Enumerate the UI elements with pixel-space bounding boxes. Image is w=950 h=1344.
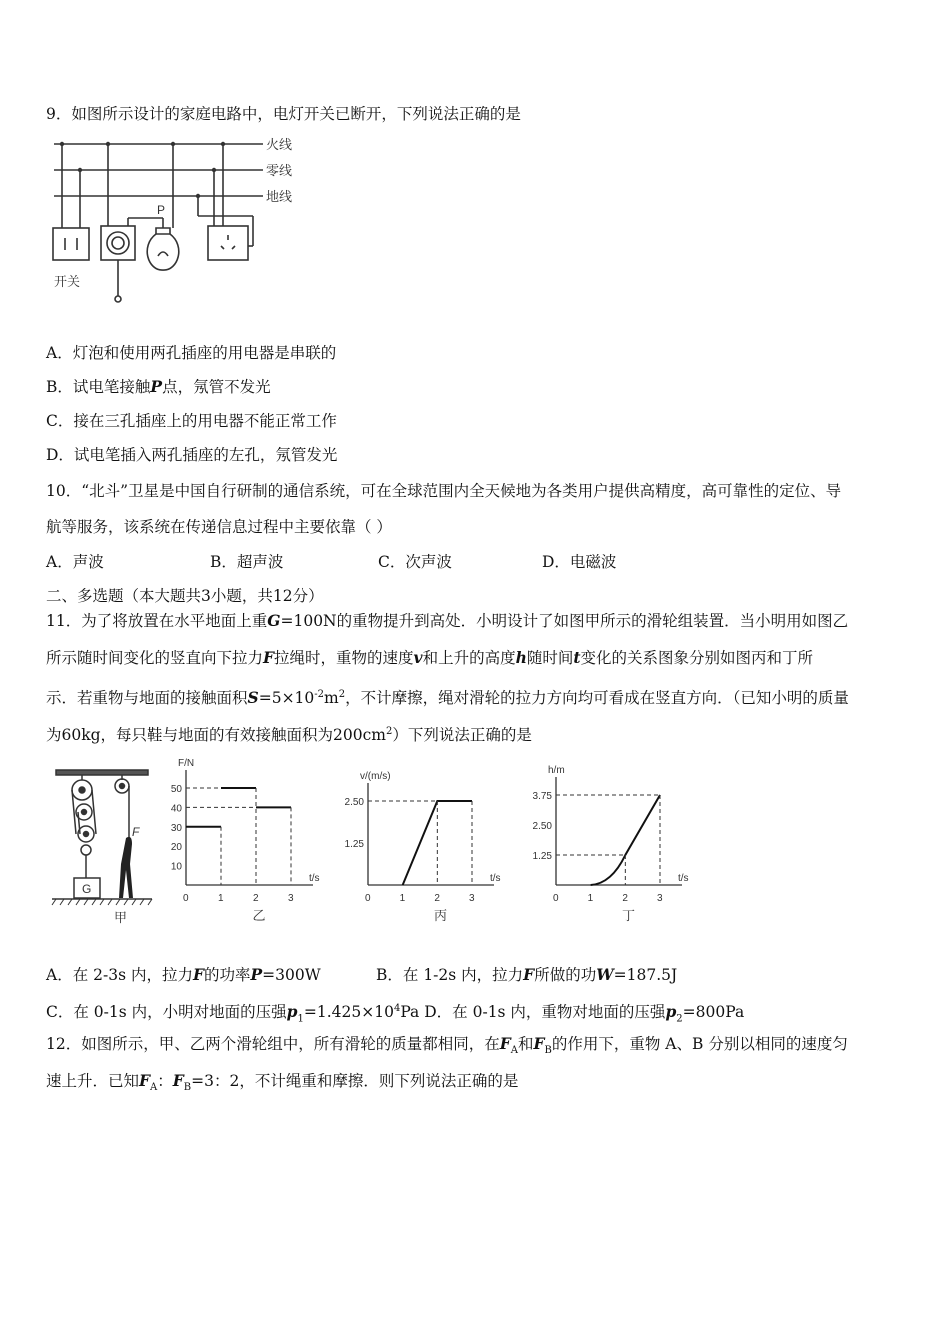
force-f-label: F xyxy=(132,825,140,839)
neutral-wire-label: 零线 xyxy=(266,163,293,178)
weight-g-label: G xyxy=(82,882,92,896)
q10-option-a: A．声波 xyxy=(46,553,104,571)
section-heading: 二、多选题（本大题共3小题，共12分） xyxy=(46,587,324,605)
q9-option-c: C．接在三孔插座上的用电器不能正常工作 xyxy=(46,412,337,430)
q12-stem-line2: 速上升．已知$F_A$：$F_B=3$：2，不计绳重和摩擦．则下列说法正确的是 xyxy=(46,1071,519,1094)
chart-2-ylabel: v/(m/s) xyxy=(360,771,391,782)
chart-2-x-tick: 0 xyxy=(365,893,371,904)
pulley-figure-jia xyxy=(52,768,162,928)
chart-2-xlabel: t/s xyxy=(490,873,501,884)
chart-1-y-tick: 50 xyxy=(170,784,182,795)
chart-1-x-tick: 0 xyxy=(183,893,189,904)
chart-3-y-tick: 2.50 xyxy=(532,821,552,832)
chart-1-y-tick: 20 xyxy=(170,842,182,854)
q9-stem: 9．如图所示设计的家庭电路中，电灯开关已断开，下列说法正确的是 xyxy=(46,105,521,123)
live-wire-label: 火线 xyxy=(266,137,293,152)
chart-3-xlabel: t/s xyxy=(678,873,689,884)
chart-1-y-tick: 10 xyxy=(170,861,182,873)
q9-option-b: B．试电笔接触P点，氖管不发光 xyxy=(46,377,271,396)
q10-option-d: D．电磁波 xyxy=(542,553,617,571)
chart-2-x-tick: 2 xyxy=(434,893,440,904)
chart-2-y-tick: 1.25 xyxy=(344,839,364,850)
chart-3-x-tick: 0 xyxy=(553,893,559,904)
chart-3-y-tick: 1.25 xyxy=(532,851,552,862)
q9-circuit-figure xyxy=(48,136,318,306)
chart-1-y-tick: 40 xyxy=(170,803,182,815)
chart-2-title: 丙 xyxy=(434,908,448,923)
q9-option-a: A．灯泡和使用两孔插座的用电器是串联的 xyxy=(46,344,337,362)
chart-1-y-tick: 30 xyxy=(170,822,182,834)
chart-1-x-tick: 1 xyxy=(218,893,224,904)
ground-wire-label: 地线 xyxy=(266,189,293,204)
q11-stem-line4: 为60kg，每只鞋与地面的有效接触面积为$200cm^2$）下列说法正确的是 xyxy=(46,726,532,745)
point-p-label: P xyxy=(157,203,166,217)
chart-3-x-tick: 1 xyxy=(587,893,594,904)
q11-option-c-d: C．在 0-1s 内，小明对地面的压强$p_1=1.425\times 10^4Pa$ D．在 0-1s 内，重物对地面的压强$p_2=800Pa$ xyxy=(46,1002,745,1025)
chart-1-title: 乙 xyxy=(252,908,266,923)
q11-stem-line2: 所示随时间变化的竖直向下拉力F拉绳时，重物的速度v和上升的高度h随时间t变化的关系图象分别如图丙和丁所 xyxy=(46,648,814,667)
q10-option-c: C．次声波 xyxy=(378,553,452,571)
chart-3-title: 丁 xyxy=(622,908,636,923)
chart-3-ylabel: h/m xyxy=(548,765,565,776)
chart-2-x-tick: 1 xyxy=(399,893,406,904)
chart-2-x-tick: 3 xyxy=(469,893,475,904)
chart-1-x-tick: 3 xyxy=(288,893,294,904)
switch-label: 开关 xyxy=(54,274,81,289)
chart-3-y-tick: 3.75 xyxy=(532,791,552,802)
q11-stem-line1: 11．为了将放置在水平地面上重G=100N的重物提升到高处．小明设计了如图甲所示的滑轮组装置．当小明用如图乙 xyxy=(46,611,849,630)
chart-3-x-tick: 3 xyxy=(657,893,663,904)
q11-option-b: B．在 1-2s 内，拉力F所做的功W=187.5J xyxy=(376,965,678,984)
q12-stem-line1: 12．如图所示，甲、乙两个滑轮组中，所有滑轮的质量都相同，在$F_A$和$F_B$的作用下，重物 A、B 分别以相同的速度匀 xyxy=(46,1034,848,1057)
q10-stem-line1: 10．“北斗”卫星是中国自行研制的通信系统，可在全球范围内全天候地为各类用户提供高精度，高可靠性的定位、导 xyxy=(46,482,842,500)
q11-stem-line3: 示．若重物与地面的接触面积$S=5\times 10^{-2}m^2$，不计摩擦，绳对滑轮的拉力方向均可看成在竖直方向．（已知小明的质量 xyxy=(46,688,849,708)
chart-3-x-tick: 2 xyxy=(622,893,628,904)
chart-1-xlabel: t/s xyxy=(309,873,320,884)
q10-stem-line2: 航等服务，该系统在传递信息过程中主要依靠（ ） xyxy=(46,518,392,536)
q11-option-a: A．在 2-3s 内，拉力F的功率P=300W xyxy=(46,965,321,984)
q9-option-d: D．试电笔插入两孔插座的左孔，氖管发光 xyxy=(46,446,338,464)
chart-1-ylabel: F/N xyxy=(178,758,195,769)
q10-option-b: B．超声波 xyxy=(210,553,284,571)
chart-1-x-tick: 2 xyxy=(253,893,259,904)
fig-jia-label: 甲 xyxy=(114,910,128,925)
chart-2-y-tick: 2.50 xyxy=(344,797,364,808)
motion-charts xyxy=(160,758,700,930)
